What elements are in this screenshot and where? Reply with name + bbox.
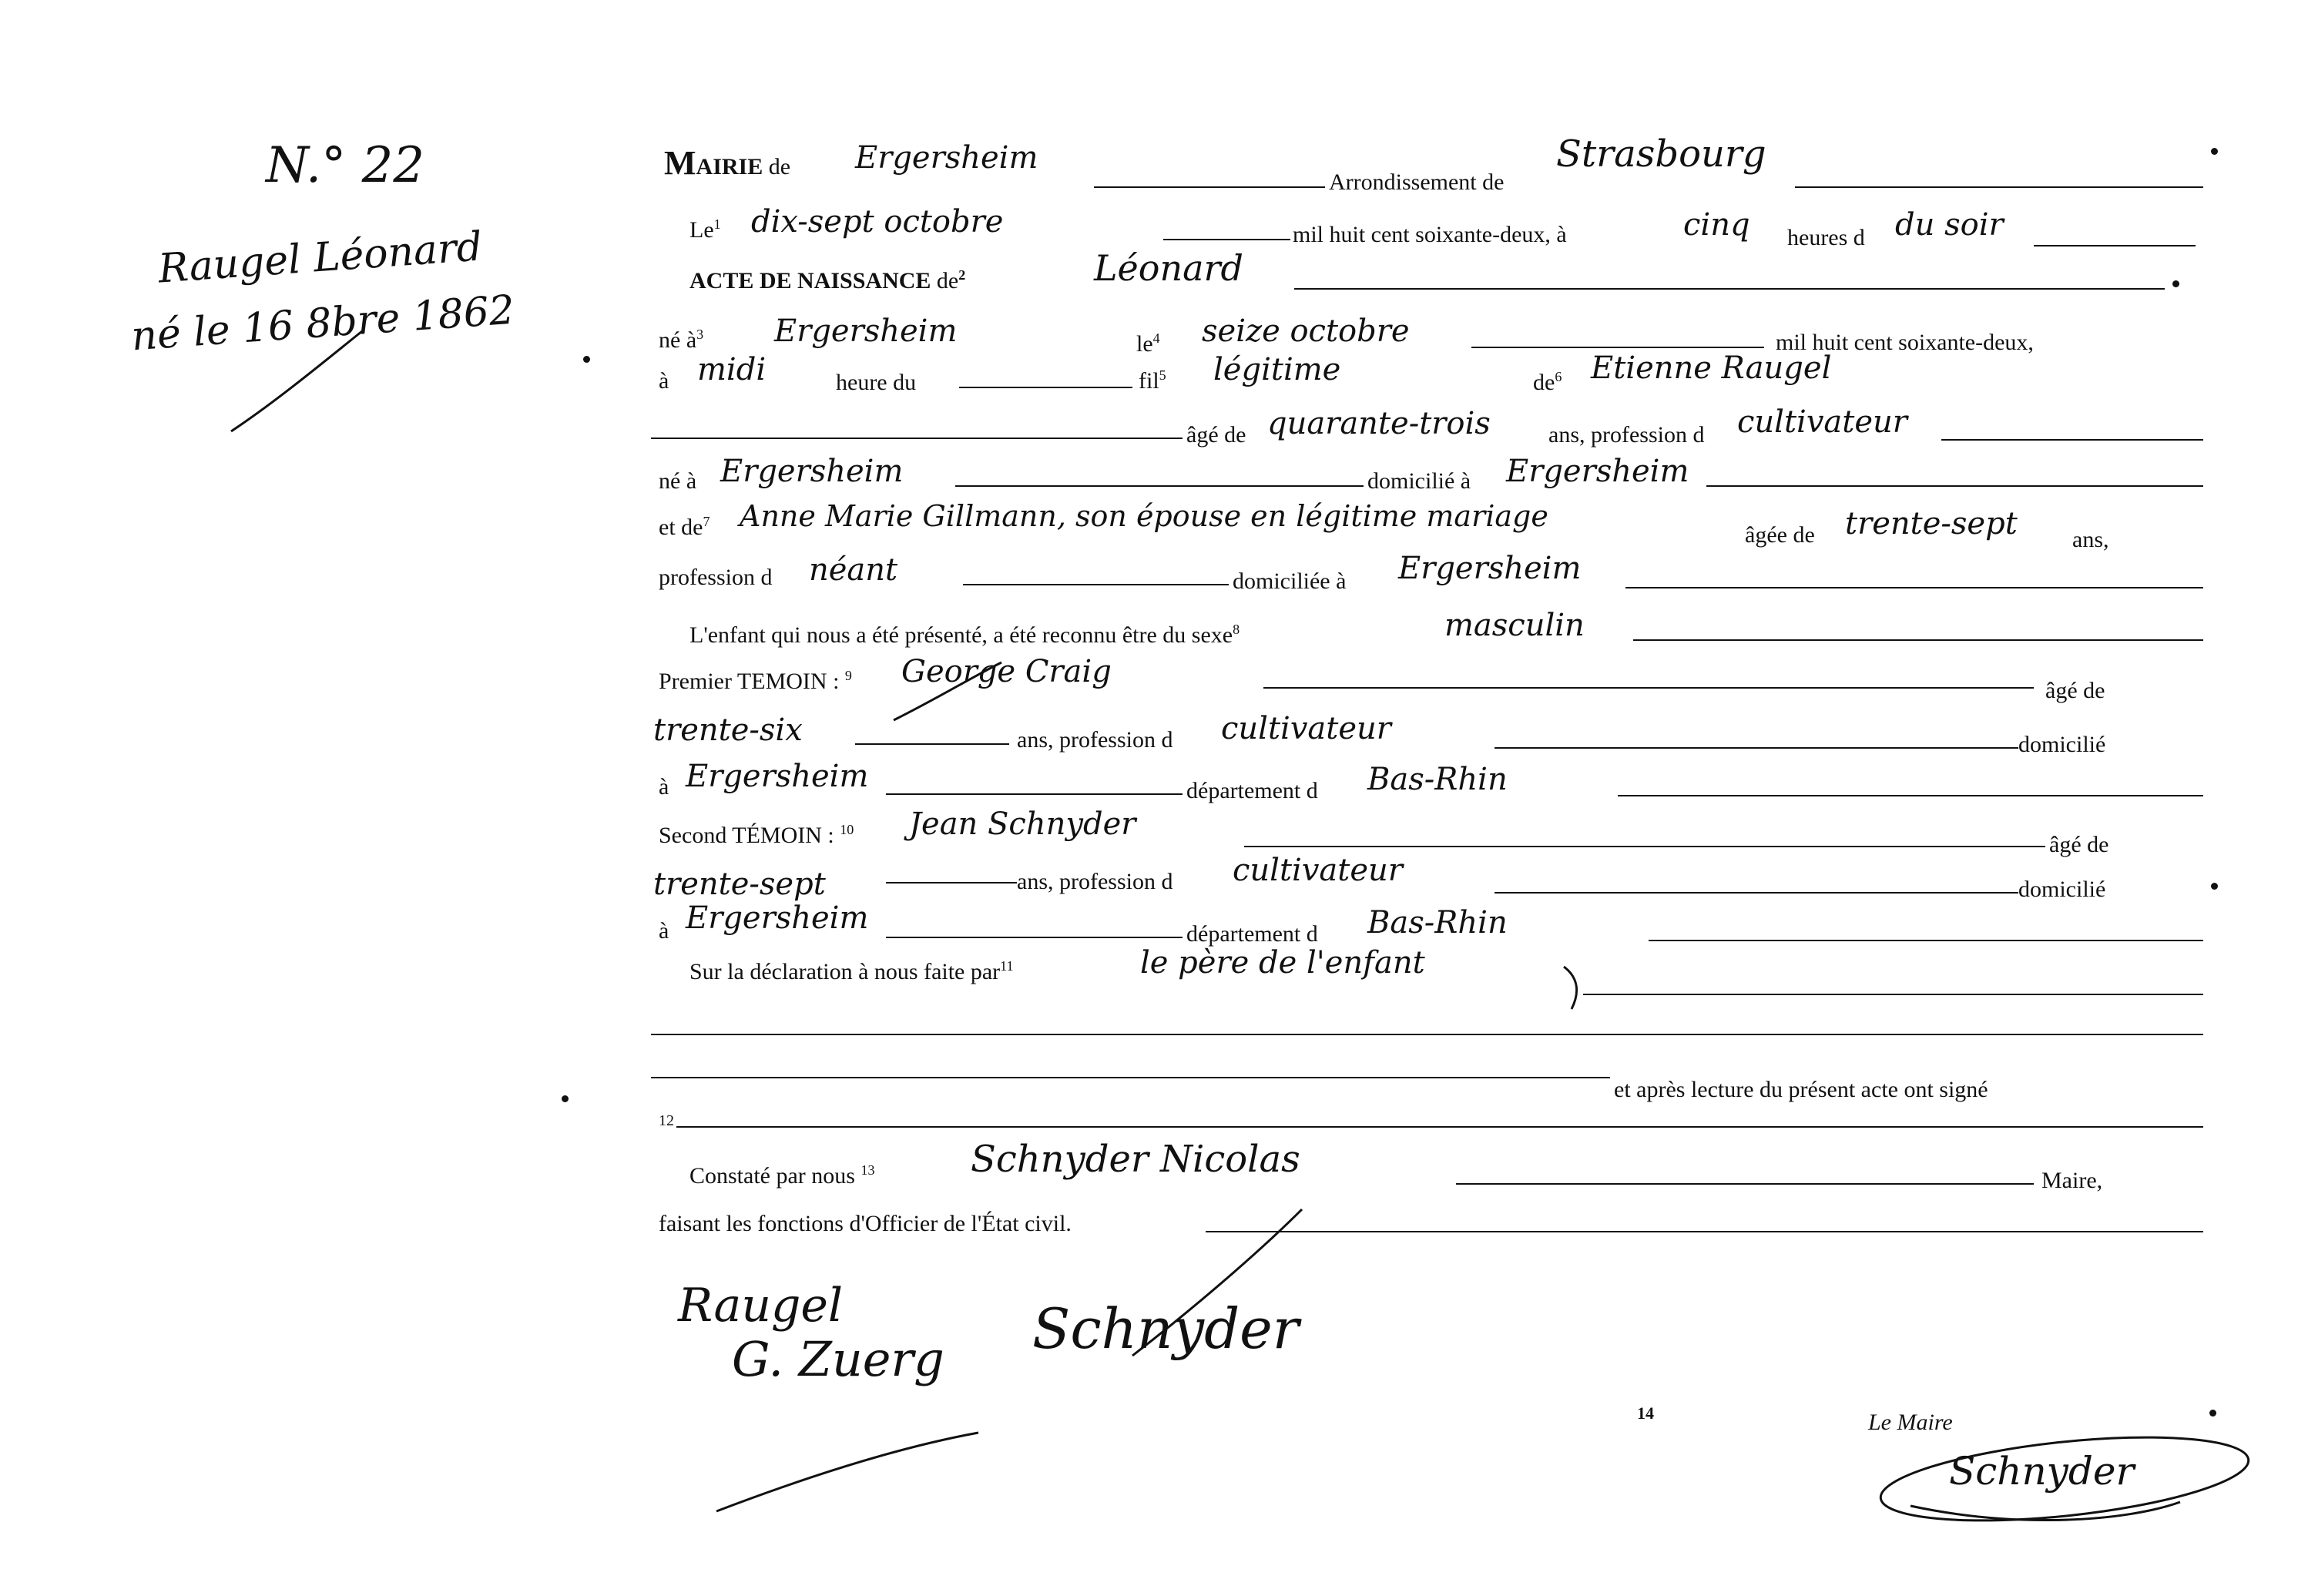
lieu-naissance-value: Ergersheim <box>774 314 958 349</box>
ne-a-label: né $à^3$ <box>659 327 704 353</box>
num-12-label: 12 <box>659 1112 674 1129</box>
filiation-value: légitime <box>1213 352 1341 387</box>
maire-label: Maire, <box>2041 1168 2103 1193</box>
declaration-label: Sur la déclaration à nous faite par$^{11}$ <box>689 958 1014 984</box>
le-label: Le$^1$ <box>689 216 721 243</box>
domiciliee-a-label: domiciliée à <box>1233 568 1347 594</box>
de6-label: $de^6$ <box>1533 369 1562 395</box>
date-naissance-value: seize octobre <box>1202 314 1410 349</box>
domicile-t2-value: Ergersheim <box>686 900 869 936</box>
acte-naissance-label: ACTE DE NAISSANCE $de^2$ <box>689 267 966 293</box>
a-label: à <box>659 368 669 394</box>
profession-pere-value: cultivateur <box>1737 404 1907 440</box>
enfant-sexe-label: L'enfant qui nous a été présenté, a été reconnu être du sexe$^8$ <box>689 622 1240 648</box>
mairie-heading: MAIRIE de <box>664 144 791 182</box>
signature-2: G. Zuerg <box>732 1331 944 1387</box>
ans-prof-2-label: ans, profession d <box>1017 869 1173 894</box>
declarant-value: le père de l'enfant <box>1140 945 1425 981</box>
heures-label: heures d <box>1787 225 1865 250</box>
enfant-value: Léonard <box>1094 247 1243 289</box>
heure-du-label: heure du <box>836 370 917 395</box>
margin-name: Raugel Léonard <box>156 223 484 293</box>
date-value: dix-sept octobre <box>751 204 1004 240</box>
profession-mere-value: néant <box>809 552 898 588</box>
margin-birth-date: né le 16 8bre 1862 <box>129 287 516 360</box>
et-de-label: et $de^7$ <box>659 514 710 540</box>
domicile-mere-value: Ergersheim <box>1398 551 1582 586</box>
premier-temoin-label: Premier TEMOIN : $^9$ <box>659 668 852 694</box>
age-de-2-label: âgé de <box>2049 832 2109 857</box>
dept-t1-value: Bas-Rhin <box>1367 762 1508 797</box>
a3-label: à <box>659 918 669 944</box>
margin-number: N.° 22 <box>266 137 425 194</box>
agee-de-label: âgée de <box>1745 522 1815 548</box>
signature-maire: Schnyder <box>1949 1449 2135 1494</box>
num-14-label: 14 <box>1637 1403 1654 1423</box>
le-maire-label: Le Maire <box>1868 1410 1953 1435</box>
domicile-pere-value: Ergersheim <box>1506 454 1689 489</box>
age-t2-value: trente-sept <box>653 867 826 902</box>
signature-1: Raugel <box>678 1279 844 1333</box>
age-pere-label: âgé de <box>1186 422 1246 448</box>
ans-label: ans, <box>2072 527 2109 552</box>
departement-label: département d <box>1186 778 1318 803</box>
domicilie-label: domicilié <box>2018 732 2106 757</box>
ans-prof-label: ans, profession d <box>1017 727 1173 753</box>
constate-label: Constaté par nous $^{13}$ <box>689 1162 875 1189</box>
ans-profession-label: ans, profession d <box>1548 422 1705 448</box>
domicile-t1-value: Ergersheim <box>686 759 869 794</box>
arrondissement-label: Arrondissement de <box>1329 169 1505 195</box>
profession-mere-label: profession d <box>659 565 773 590</box>
profession-t1-value: cultivateur <box>1221 711 1391 746</box>
faisant-label: faisant les fonctions d'Officier de l'État civil. <box>659 1211 1072 1236</box>
pere-value: Etienne Raugel <box>1591 350 1832 386</box>
domicilie-2-label: domicilié <box>2018 877 2106 902</box>
dept-t2-value: Bas-Rhin <box>1367 905 1508 940</box>
domicilie-a-label: domicilié à <box>1367 468 1471 494</box>
officier-value: Schnyder Nicolas <box>971 1138 1300 1181</box>
mil-huit-cent-2-label: mil huit cent soixante-deux, <box>1776 330 2034 355</box>
a2-label: à <box>659 774 669 800</box>
second-temoin-label: Second TÉMOIN : $^{10}$ <box>659 822 854 848</box>
lecture-label: et après lecture du présent acte ont signé <box>1614 1077 1988 1102</box>
age-t1-value: trente-six <box>653 712 803 748</box>
age-mere-value: trente-sept <box>1845 506 2018 542</box>
temoin1-value: George Craig <box>901 654 1112 689</box>
temoin2-value: Jean Schnyder <box>909 806 1136 842</box>
age-de-label: âgé de <box>2045 678 2105 703</box>
commune-value: Ergersheim <box>855 140 1038 176</box>
arrondissement-value: Strasbourg <box>1556 132 1766 176</box>
moment-value: du soir <box>1895 207 2004 243</box>
mere-value: Anne Marie Gillmann, son épouse en légitime mariage <box>740 499 1548 533</box>
mil-huit-cent-label: mil huit cent soixante-deux, à <box>1293 222 1567 247</box>
ne-pere-value: Ergersheim <box>720 454 904 489</box>
age-pere-value: quarante-trois <box>1267 406 1491 441</box>
heure-naissance-value: midi <box>697 352 767 387</box>
departement-2-label: département d <box>1186 921 1318 947</box>
hour-value: cinq <box>1683 207 1750 243</box>
ne-a-2-label: né à <box>659 468 697 494</box>
profession-t2-value: cultivateur <box>1233 853 1403 888</box>
fil-label: fil$^5$ <box>1139 367 1166 394</box>
signature-3: Schnyder <box>1032 1296 1300 1361</box>
le2-label: $le^4$ <box>1136 330 1160 357</box>
sexe-value: masculin <box>1444 608 1585 643</box>
